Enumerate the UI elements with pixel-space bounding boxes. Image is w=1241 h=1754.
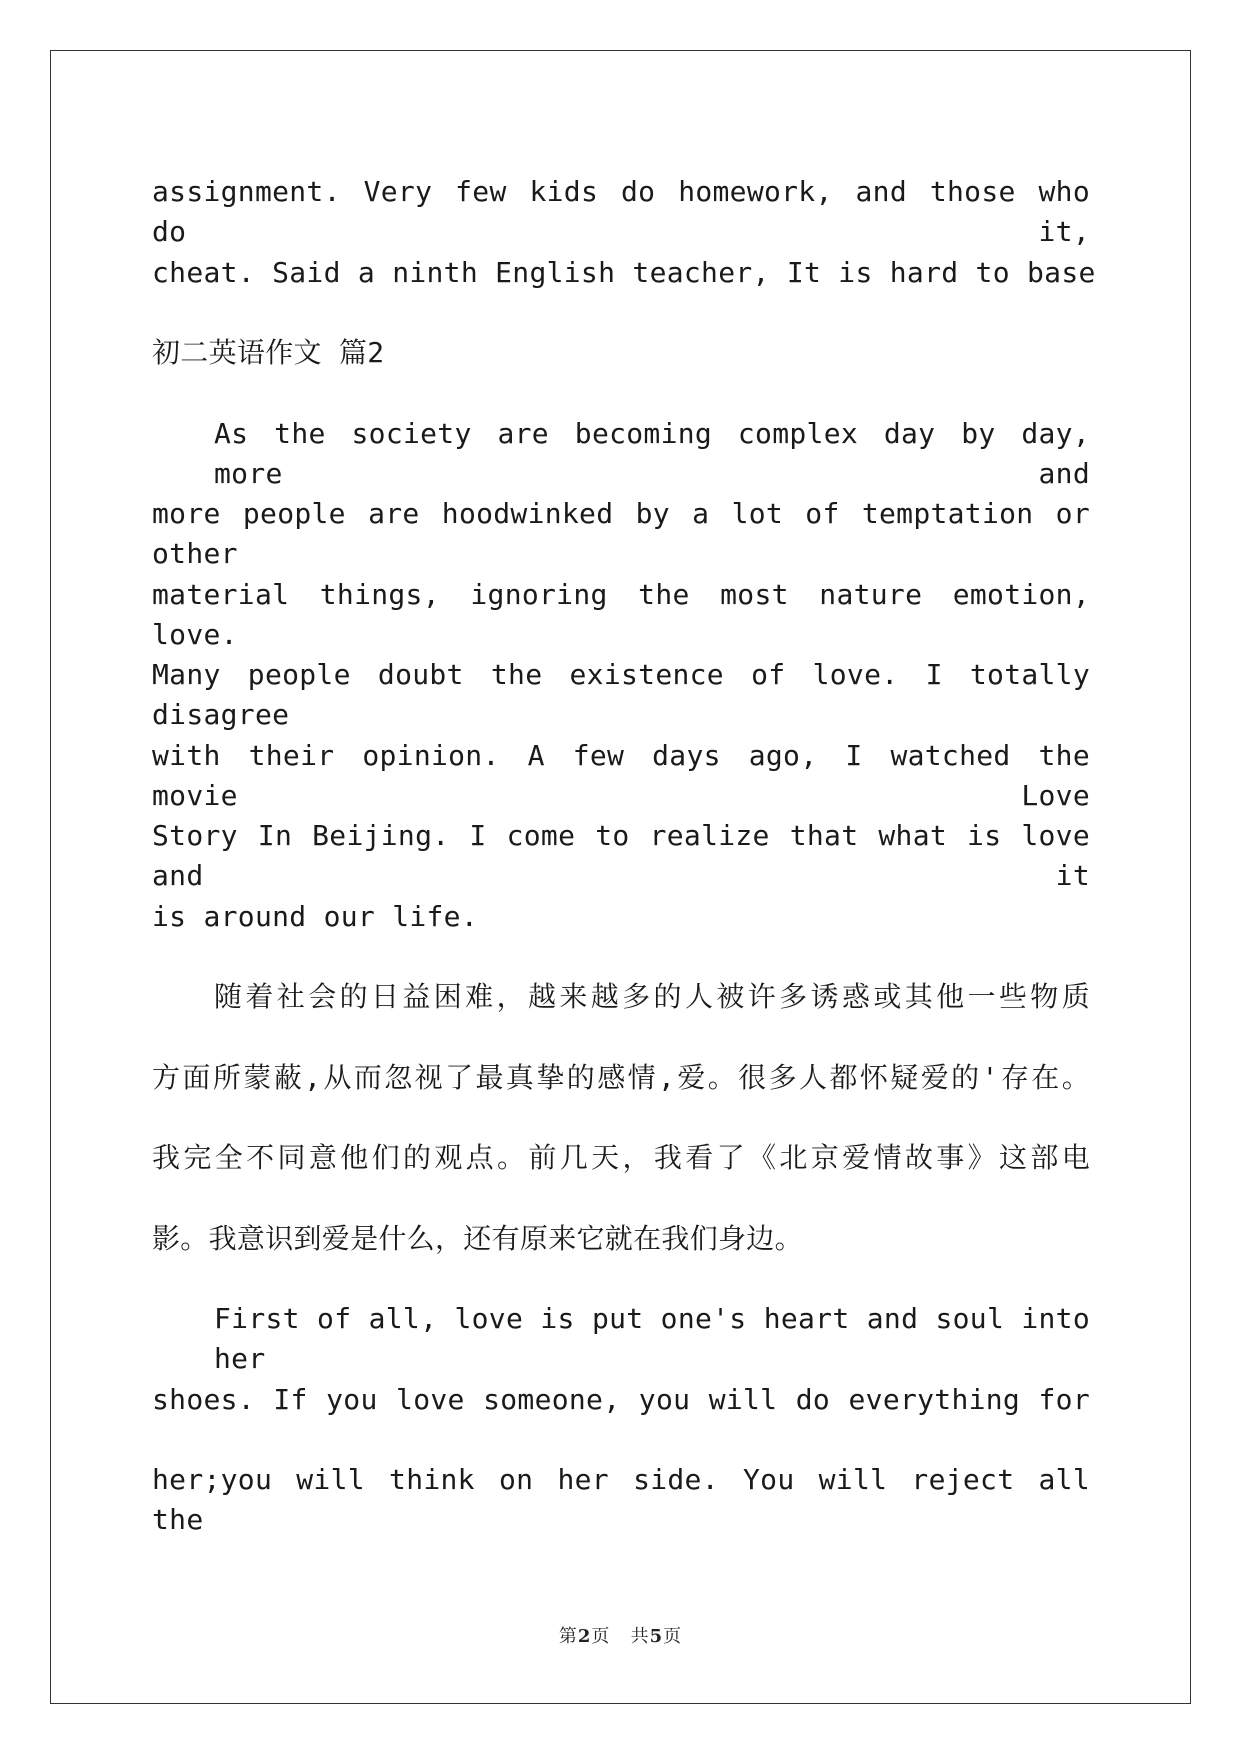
text-line-9: Story In Beijing. I come to realize that what is love and it bbox=[152, 819, 1090, 892]
footer-page-suffix: 页 bbox=[591, 1626, 611, 1647]
text-line-2: cheat. Said a ninth English teacher, It is hard to base bbox=[152, 256, 1096, 289]
text-line-10: is around our life. bbox=[152, 900, 478, 933]
text-line-12: 方面所蒙蔽,从而忽视了最真挚的感情,爱。很多人都怀疑爱的'存在。 bbox=[152, 1061, 1090, 1094]
text-line-1: assignment. Very few kids do homework, and those who do it, bbox=[152, 175, 1090, 248]
current-page-number: 2 bbox=[577, 1626, 592, 1647]
text-line-17: her;you will think on her side. You will reject all the bbox=[152, 1463, 1090, 1536]
text-line-14: 影。我意识到爱是什么，还有原来它就在我们身边。 bbox=[152, 1222, 803, 1255]
text-line-7: Many people doubt the existence of love. I totally disagree bbox=[152, 658, 1090, 731]
text-line-11: 随着社会的日益困难，越来越多的人被许多诱惑或其他一些物质 bbox=[214, 980, 1090, 1013]
section-heading: 初二英语作文 篇2 bbox=[152, 336, 385, 369]
text-line-13: 我完全不同意他们的观点。前几天，我看了《北京爱情故事》这部电 bbox=[152, 1141, 1090, 1174]
text-line-8: with their opinion. A few days ago, I watched the movie Love bbox=[152, 739, 1090, 812]
text-line-16: shoes. If you love someone, you will do everything for bbox=[152, 1383, 1090, 1416]
footer-total-prefix: 共 bbox=[630, 1626, 650, 1647]
total-pages-number: 5 bbox=[649, 1626, 664, 1647]
text-line-6: material things, ignoring the most nature emotion, love. bbox=[152, 578, 1090, 651]
text-line-5: more people are hoodwinked by a lot of temptation or other bbox=[152, 497, 1090, 570]
text-line-4: As the society are becoming complex day by day, more and bbox=[214, 417, 1090, 490]
page-footer bbox=[0, 1622, 1241, 1648]
text-line-15: First of all, love is put one's heart and soul into her bbox=[214, 1302, 1090, 1375]
footer-total-suffix: 页 bbox=[663, 1626, 683, 1647]
footer-prefix: 第 bbox=[558, 1626, 578, 1647]
